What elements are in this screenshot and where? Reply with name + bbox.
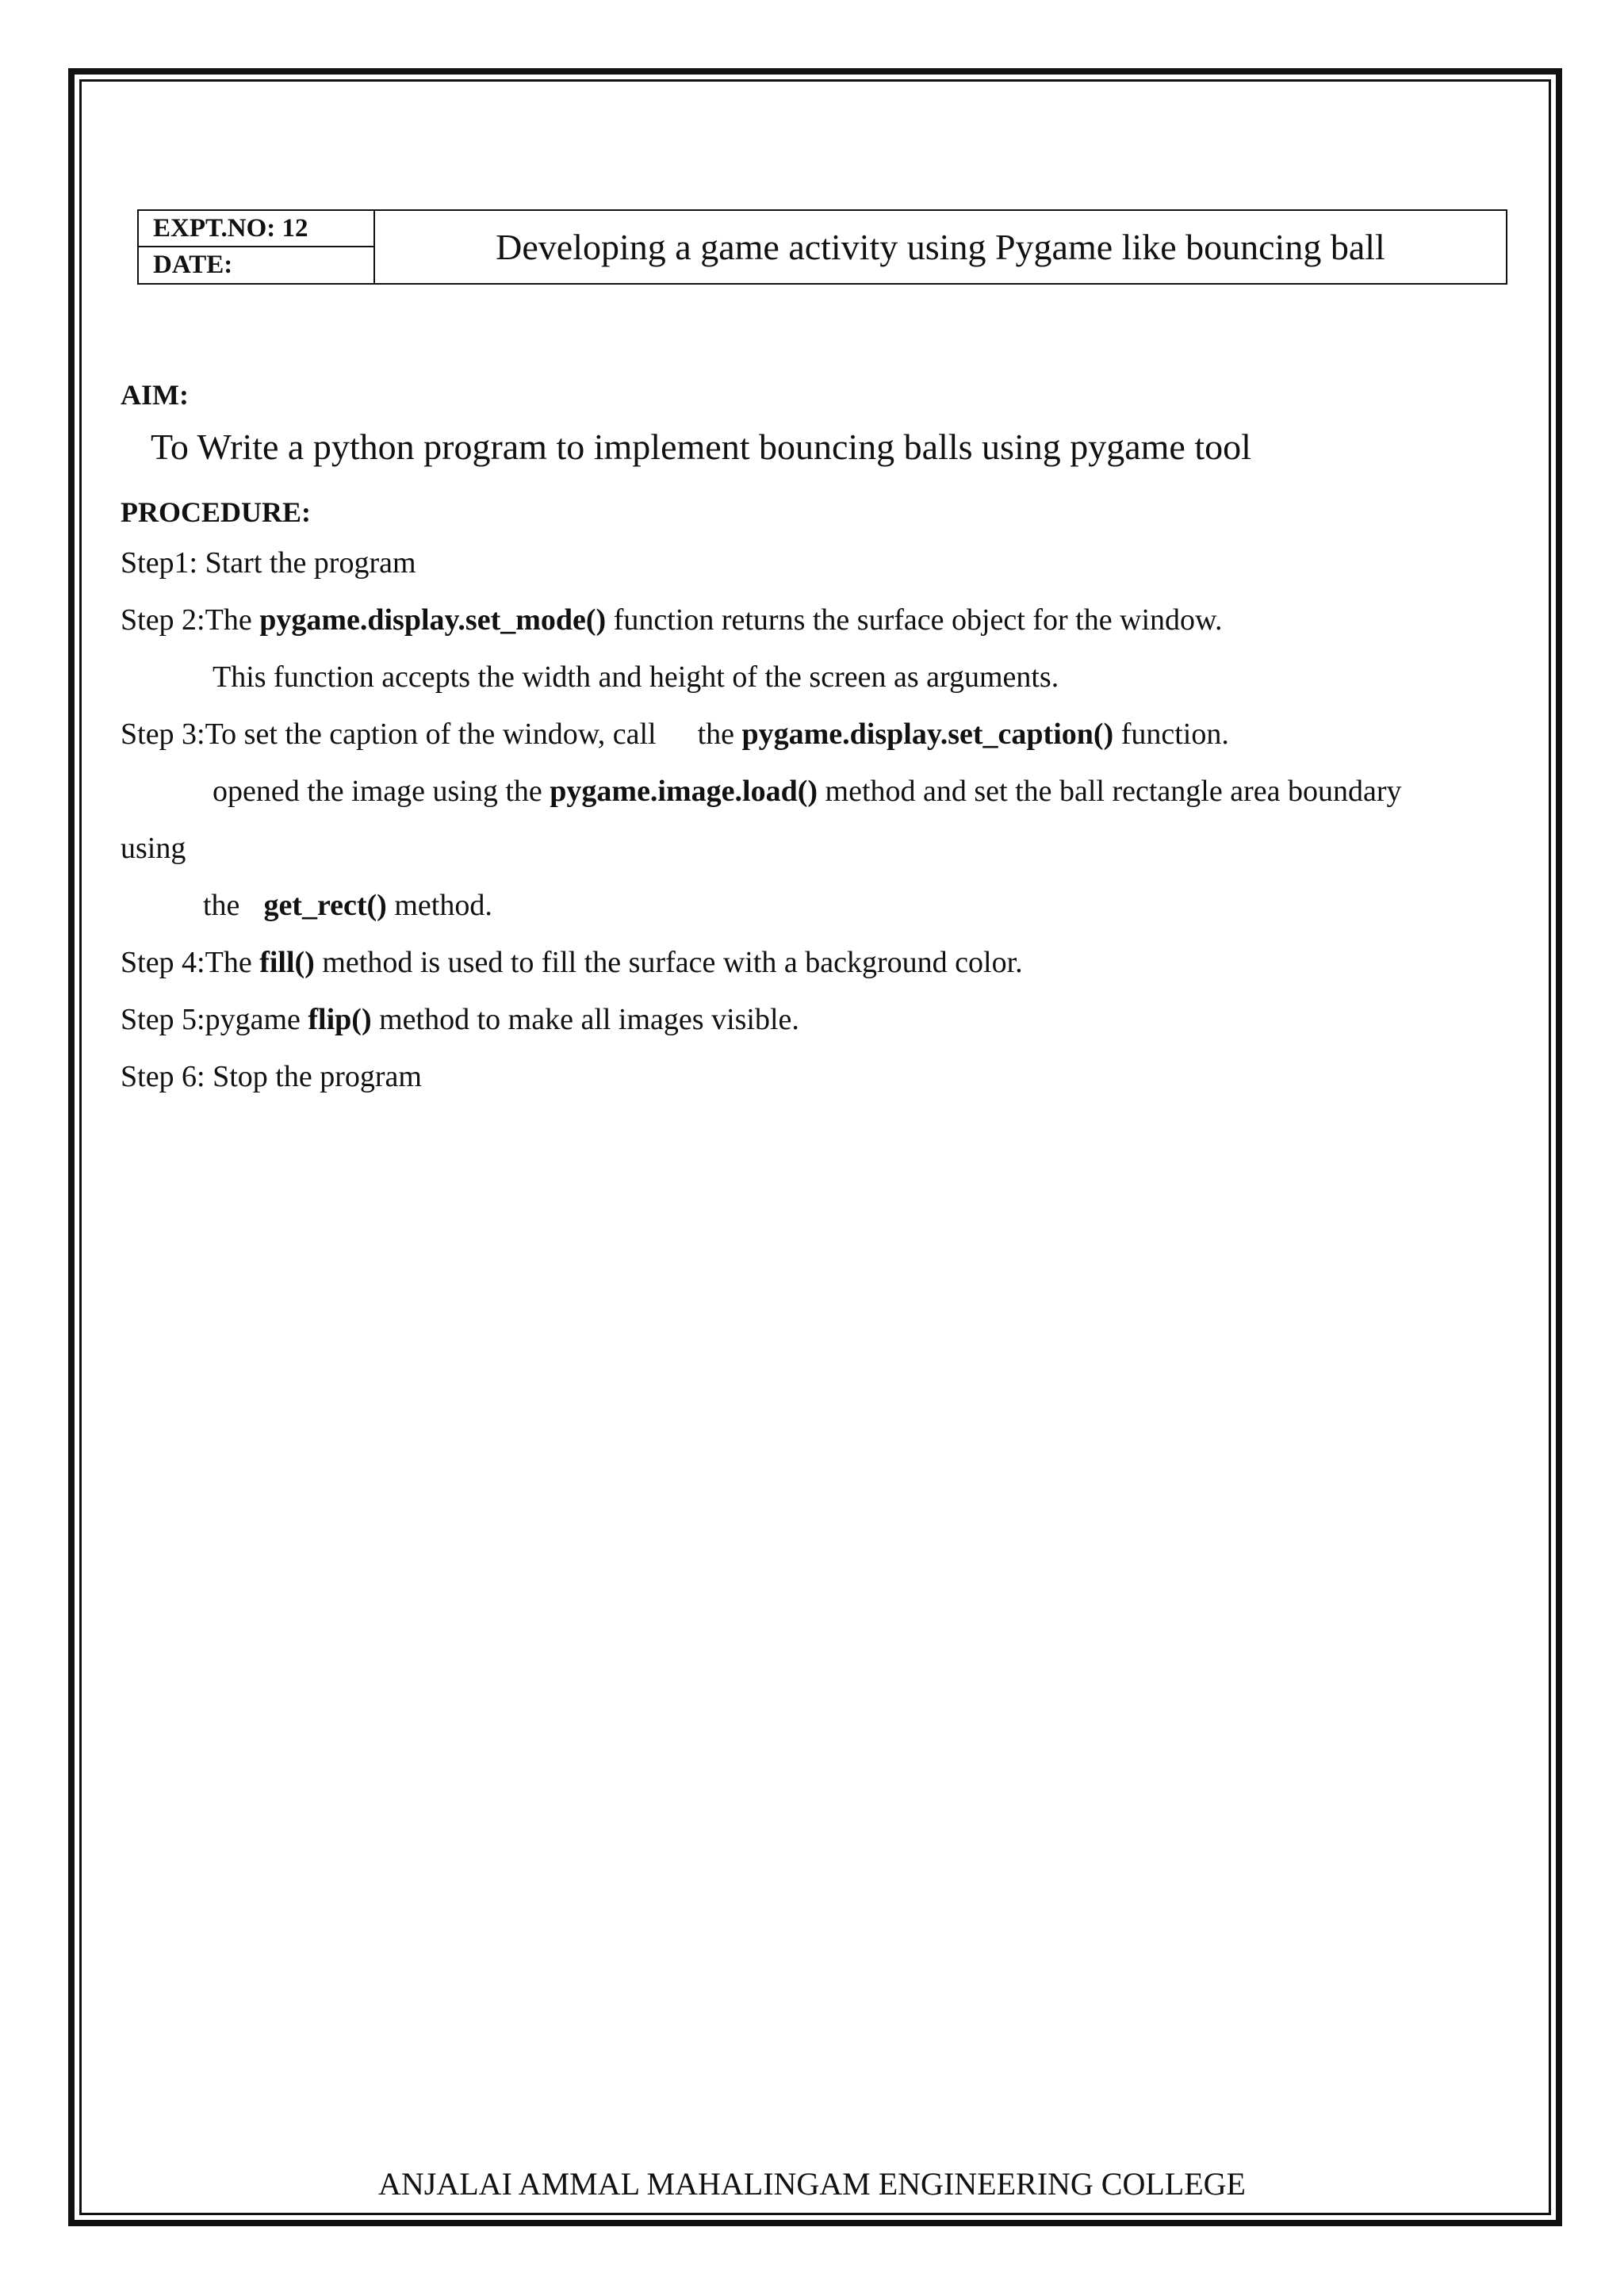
step-3-cont2-suffix: method. <box>386 889 492 922</box>
step-1: Step1: Start the program <box>121 546 416 580</box>
step-4-prefix: Step 4:The <box>121 946 260 979</box>
step-5-suffix: method to make all images visible. <box>371 1003 799 1036</box>
experiment-header-table <box>137 209 1507 285</box>
aim-label: AIM: <box>121 379 189 411</box>
step-4 <box>121 943 1023 982</box>
step-5-prefix: Step 5:pygame <box>121 1003 308 1036</box>
step-2-prefix: Step 2:The <box>121 603 260 637</box>
step-5-code: flip() <box>308 1003 372 1036</box>
step-3 <box>121 715 1229 753</box>
step-4-suffix: method is used to fill the surface with a background color. <box>314 946 1023 979</box>
step-2-continuation: This function accepts the width and height of the screen as arguments. <box>213 660 1059 694</box>
step-3-wrap: using <box>121 832 186 865</box>
step-4-code: fill() <box>259 946 315 979</box>
expt-no-cell: EXPT.NO: 12 <box>139 211 373 247</box>
step-3-cont-code: pygame.image.load() <box>550 775 818 808</box>
step-3-prefix: Step 3:To set the caption of the window, call <box>121 718 657 751</box>
step-3-cont-prefix: opened the image using the <box>213 775 550 808</box>
header-left-column <box>139 211 375 283</box>
step-3-cont2-prefix: the <box>203 889 240 922</box>
procedure-label: PROCEDURE: <box>121 496 311 528</box>
experiment-title: Developing a game activity using Pygame like bouncing ball <box>496 227 1385 267</box>
step-3-continuation <box>213 772 1402 810</box>
date-cell: DATE: <box>153 250 233 279</box>
page-border-inner <box>79 79 1551 2215</box>
aim-text: To Write a python program to implement bouncing balls using pygame tool <box>151 427 1251 467</box>
step-6: Step 6: Stop the program <box>121 1060 422 1093</box>
step-3-suffix: function. <box>1113 718 1229 751</box>
step-2-code: pygame.display.set_mode() <box>259 603 607 637</box>
step-3-cont2-code: get_rect() <box>263 889 387 922</box>
step-3-mid: the <box>697 718 742 751</box>
step-3-cont-suffix: method and set the ball rectangle area boundary <box>818 775 1402 808</box>
step-2 <box>121 601 1223 639</box>
step-3-continuation-2 <box>203 886 492 924</box>
college-footer: ANJALAI AMMAL MAHALINGAM ENGINEERING COLLEGE <box>378 2166 1246 2202</box>
step-5 <box>121 1001 799 1039</box>
step-2-suffix: function returns the surface object for the window. <box>606 603 1223 637</box>
step-3-code: pygame.display.set_caption() <box>741 718 1114 751</box>
